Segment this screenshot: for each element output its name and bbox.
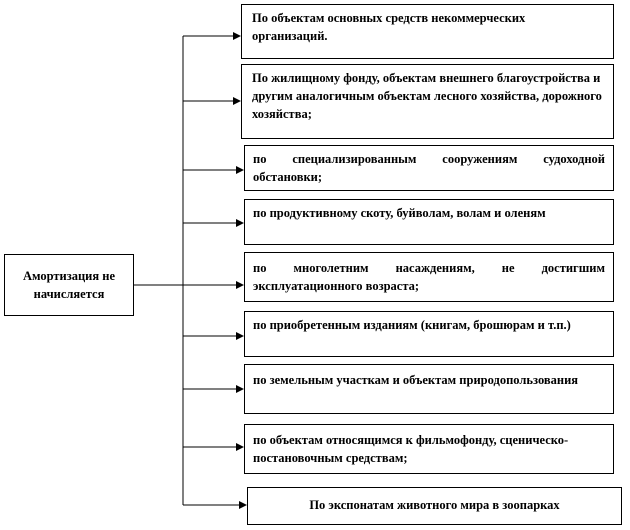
child-node-7-label: по земельным участкам и объектам природопользования	[253, 373, 579, 387]
child-node-1-label: По объектам основных средств некоммерческих организаций.	[252, 11, 526, 43]
child-node-3-label: по специализированным сооружениям судоходной обстановки;	[253, 152, 605, 184]
child-node-8-label: по объектам относящимся к фильмофонду, сценическо-постановочным средствам;	[253, 433, 569, 465]
child-node-6	[244, 311, 614, 357]
child-node-5	[244, 252, 614, 302]
child-node-4-label: по продуктивному скоту, буйволам, волам и оленям	[253, 206, 546, 220]
child-node-8	[244, 424, 614, 474]
root-node-label: Амортизация не начисляется	[22, 269, 116, 301]
child-node-7	[244, 364, 614, 414]
child-node-5-label: по многолетним насаждениям, не достигшим эксплуатационного возраста;	[253, 261, 605, 293]
root-node	[4, 254, 134, 316]
child-node-6-label: по приобретенным изданиям (книгам, брошюрам и т.п.)	[253, 318, 571, 332]
child-node-9-label: По экспонатам животного мира в зоопарках	[309, 498, 560, 512]
child-node-4	[244, 199, 614, 245]
child-node-1	[241, 4, 614, 59]
child-node-3	[244, 145, 614, 191]
child-node-9	[247, 487, 622, 525]
child-node-2	[241, 64, 614, 139]
child-node-2-label: По жилищному фонду, объектам внешнего благоустройства и другим аналогичным объектам лесного хозяйства, дорожного хозяйства;	[252, 71, 602, 121]
